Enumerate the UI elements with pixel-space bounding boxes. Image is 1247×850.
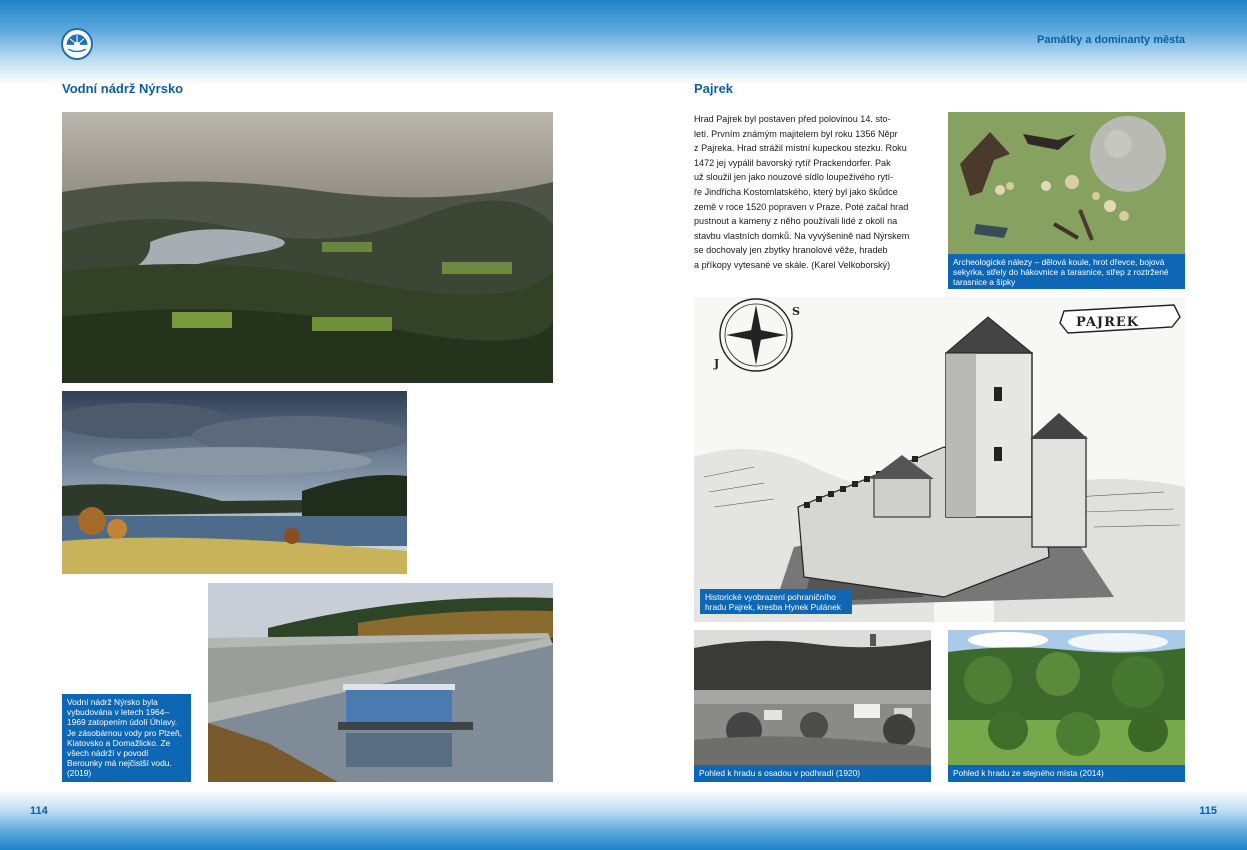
archaeological-finds-photo bbox=[948, 112, 1185, 254]
body-line: letí. Prvním známým majitelem byl roku 1356 Něpr bbox=[694, 128, 898, 139]
view-1920-caption: Pohled k hradu s osadou v podhradí (1920) bbox=[694, 765, 931, 782]
view-2014-photo bbox=[948, 630, 1185, 765]
page-number-right: 115 bbox=[1199, 805, 1217, 817]
body-line: z Pajreka. Hrad strážil místní kupeckou stezku. Roku bbox=[694, 143, 907, 154]
reservoir-caption: Vodní nádrž Nýrsko byla vybudována v letech 1964–1969 zatopením údolí Úhlavy. Je zásobárnou vody pro Plzeň, Klatovsko a Domažlicko. Ze všech nádrží v povodí Berounky má nejčistší vodu. (2019) bbox=[62, 694, 191, 782]
body-line: stavbu vlastních domků. Na vyvýšenině nad Nýrskem bbox=[694, 230, 910, 241]
drawing-banner-text: PAJREK bbox=[1076, 315, 1140, 330]
right-page-title: Pajrek bbox=[694, 81, 734, 96]
dam-photo bbox=[208, 583, 553, 782]
aerial-reservoir-photo bbox=[62, 112, 553, 383]
body-line: už sloužil jen jako nouzové sídlo loupeživého rytí- bbox=[694, 172, 894, 183]
footer-band bbox=[0, 790, 1247, 850]
left-page-title: Vodní nádrž Nýrsko bbox=[62, 81, 184, 96]
body-line: ře Jindřicha Kostomlatského, který byl jako škůdce bbox=[694, 186, 898, 197]
view-1920-photo bbox=[694, 630, 931, 765]
body-line: se dochovaly jen zbytky hranolové věže, hradeb bbox=[694, 245, 888, 256]
view-2014-caption: Pohled k hradu ze stejného místa (2014) bbox=[948, 765, 1185, 782]
publisher-logo bbox=[61, 28, 93, 60]
body-line: země v roce 1520 popraven v Praze. Poté začal hrad bbox=[694, 201, 909, 212]
page-number-left: 114 bbox=[30, 805, 48, 817]
body-line: pustnout a kameny z něho používali lidé z okolí na bbox=[694, 216, 898, 227]
compass-letter-j: J bbox=[714, 357, 720, 370]
castle-drawing bbox=[694, 297, 1185, 622]
compass-letter-s: S bbox=[792, 305, 800, 318]
body-line: 1472 jej vypálil bavorský rytíř Prackendorfer. Pak bbox=[694, 157, 891, 168]
drawing-caption: Historické vyobrazení pohraničního hradu Pajrek, kresba Hynek Pulánek bbox=[700, 589, 852, 614]
running-head: Památky a dominanty města bbox=[1037, 34, 1185, 46]
finds-caption: Archeologické nálezy – dělová koule, hrot dřevce, bojová sekyrka, střely do hákovnice a tarasnice, střep z roztržené tarasnice a šipky bbox=[948, 254, 1185, 289]
body-line: Hrad Pajrek byl postaven před polovinou 14. sto- bbox=[694, 114, 891, 124]
lake-clouds-photo bbox=[62, 391, 407, 574]
body-line: a příkopy vytesané ve skále. (Karel Velkoborský) bbox=[694, 259, 891, 270]
pajrek-text bbox=[694, 112, 934, 273]
